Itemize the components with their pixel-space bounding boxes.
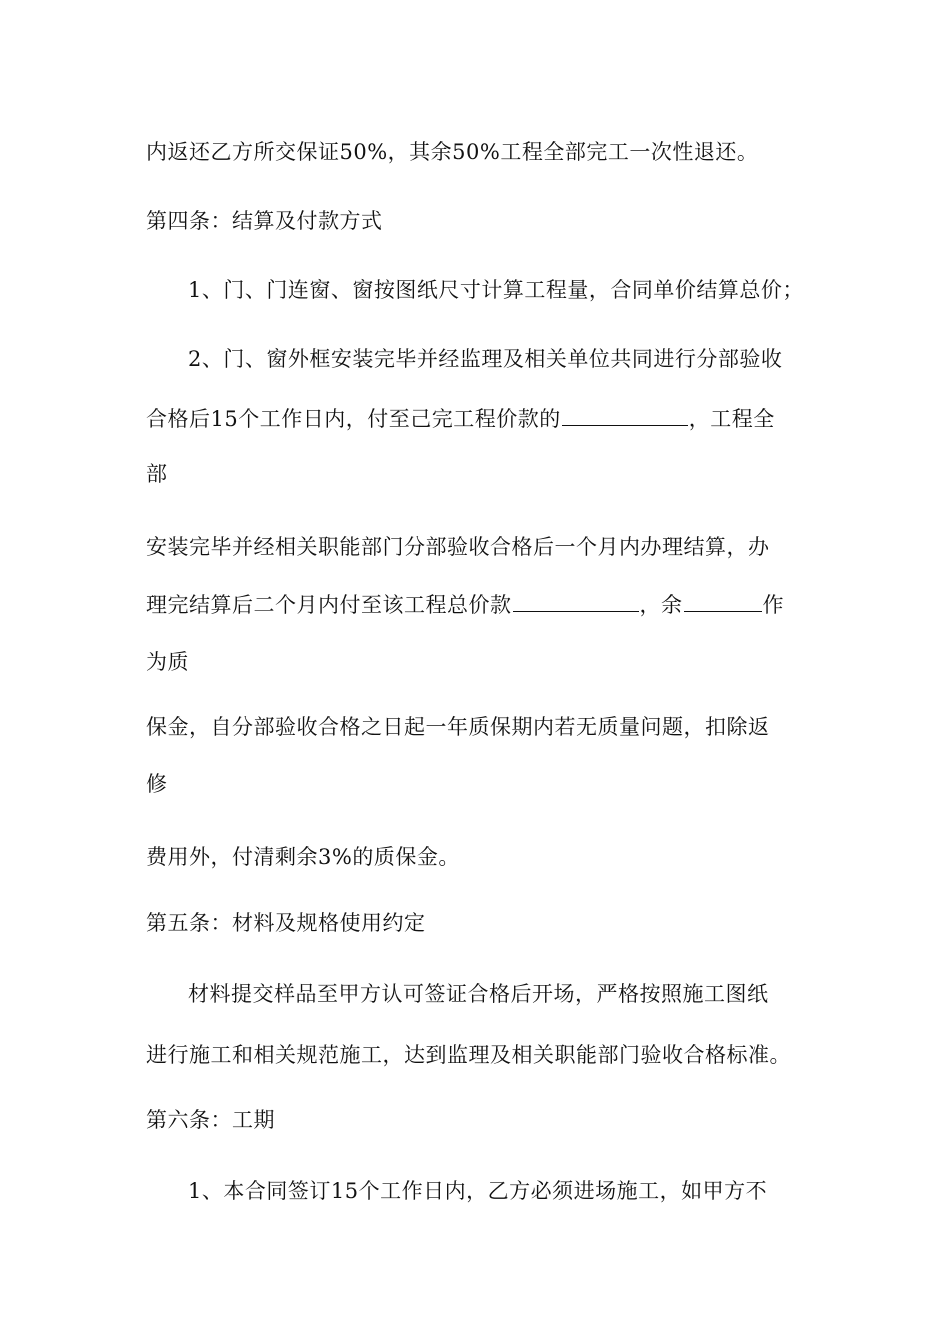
- paragraph-line: [146, 647, 189, 677]
- paragraph-line: [146, 137, 758, 167]
- fill-in-blank[interactable]: [684, 589, 762, 612]
- text-span: 进行施工和相关规范施工，达到监理及相关职能部门验收合格标准。: [146, 1043, 791, 1067]
- section-heading: [146, 908, 426, 938]
- paragraph-line: [146, 769, 168, 799]
- text-span: 部: [146, 462, 168, 486]
- fill-in-blank[interactable]: [513, 589, 639, 612]
- text-span: 1、门、门连窗、窗按图纸尺寸计算工程量，合同单价结算总价；: [188, 278, 804, 302]
- text-span: 作: [762, 593, 784, 617]
- text-span: 为质: [146, 650, 189, 674]
- text-span: 1、本合同签订15个工作日内，乙方必须进场施工，如甲方不: [188, 1179, 768, 1203]
- paragraph-line: [146, 589, 784, 620]
- text-span: 2、门、窗外框安装完毕并经监理及相关单位共同进行分部验收: [188, 347, 783, 371]
- text-span: 第五条：材料及规格使用约定: [146, 911, 426, 935]
- text-span: 修: [146, 772, 168, 796]
- text-span: 合格后15个工作日内，付至己完工程价款的: [146, 407, 561, 431]
- text-span: 理完结算后二个月内付至该工程总价款: [146, 593, 512, 617]
- paragraph-line: [146, 459, 168, 489]
- fill-in-blank[interactable]: [562, 403, 688, 426]
- text-span: ，余: [639, 593, 683, 617]
- paragraph-line: [146, 712, 770, 742]
- text-span: 费用外，付清剩余3%的质保金。: [146, 845, 460, 869]
- text-span: 安装完毕并经相关职能部门分部验收合格后一个月内办理结算，办: [146, 535, 770, 559]
- paragraph-line: [146, 532, 770, 562]
- text-span: ，工程全: [688, 407, 775, 431]
- paragraph-line: [188, 275, 804, 305]
- text-span: 材料提交样品至甲方认可签证合格后开场，严格按照施工图纸: [188, 982, 769, 1006]
- paragraph-line: [188, 344, 782, 374]
- paragraph-line: [146, 1040, 791, 1070]
- paragraph-line: [188, 1176, 767, 1206]
- paragraph-line: [188, 979, 769, 1009]
- text-span: 内返还乙方所交保证50%，其余50%工程全部完工一次性退还。: [146, 140, 759, 164]
- text-span: 保金，自分部验收合格之日起一年质保期内若无质量问题，扣除返: [146, 715, 770, 739]
- text-span: 第六条：工期: [146, 1108, 275, 1132]
- paragraph-line: [146, 842, 460, 872]
- paragraph-line: [146, 403, 775, 434]
- text-span: 第四条：结算及付款方式: [146, 209, 383, 233]
- section-heading: [146, 1105, 275, 1135]
- section-heading: [146, 206, 383, 236]
